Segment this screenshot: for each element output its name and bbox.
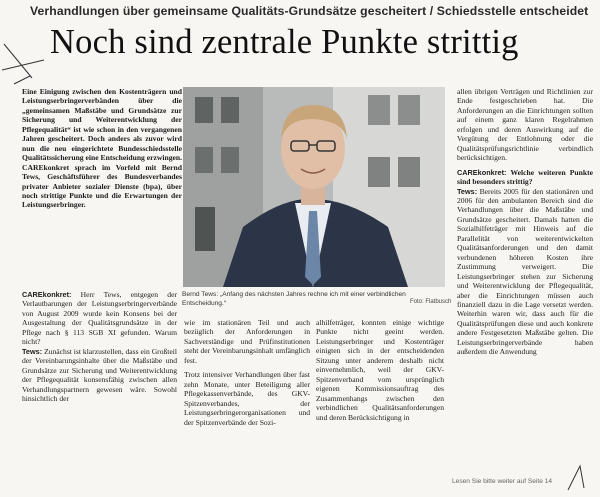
paragraph-text: wie im stationären Teil und auch bezüglich der Anforderungen in Sachverständige und Prüfinstitutionen steht der Vereinbarungsinhalt umfänglich fest. [184,318,310,365]
speaker-label: CAREkonkret: [457,167,507,177]
column-4 [457,87,593,357]
paragraph-text: Bereits 2005 für den stationären und 2006 für den ambulanten Bereich sind die Verhandlungen über die Maßstäbe und Grundsätze gescheitert. Damals hatten die Sozialhilfeträger mit Hinweis auf die Parallelität von weiterentwickelten Qualitätsanforderungen und den damit verbundenen höheren Kosten ihre Zustimmung verweigert. Die Leistungserbringer stehen zur Sicherung und Weiterentwicklung der Pflegequalität, aber die Einrichtungen müssen auch finanziell dazu in die Lage versetzt werden. Weiterhin waren wir, dass auch für die Qualitätsprüfungen diese und auch konkrete andere Festgesetzten Maßstäbe gelten. Die Leistungserbringerverbände haben außerdem die Anwendung [457,186,593,357]
paragraph [22,290,177,347]
speaker-label: CAREkonkret: [22,290,72,299]
paragraph [457,187,593,357]
paragraph-text: allen übrigen Verträgen und Richtlinien zur Ende festgeschrieben hat. Die Anforderungen an die Einrichtungen sollten auf einem ganz klaren Regelrahmen erfolgen und deren Auswirkung auf die Vergütung der Entlohnung oder die Qualitätsprüfungsrichtlinie verbindlich berücksichtigen. [457,87,593,163]
portrait-photo [183,87,445,287]
speaker-label: Tews: [22,346,43,356]
continued-note: Lesen Sie bitte weiter auf Seite 14 [452,478,553,485]
portrait-image [183,87,445,287]
photo-caption: Bernd Tews: „Anfang des nächsten Jahres rechne ich mit einer verbindlichen Entscheidung.“ [182,291,406,307]
paragraph-text: Zunächst ist klarzustellen, dass ein Großteil der Vereinbarungsinhalte über die Maßstäbe und Grundsätze zur Sicherung und Weiterentwicklung der Pflegequalität konsensfähig zwischen allen Verhandlungspartnern gewesen wäre. Sowohl hinsichtlich der [22,346,177,403]
corner-mark-icon [0,40,52,90]
kicker-line: Verhandlungen über gemeinsame Qualitäts-Grundsätze gescheitert / Schiedsstelle entscheidet [30,4,589,18]
page-title: Noch sind zentrale Punkte strittig [50,23,519,61]
corner-mark-icon [562,462,590,492]
column-3 [316,318,444,422]
paragraph [457,168,593,187]
lead-text: Eine Einigung zwischen den Kostenträgern und Leistungserbringerverbänden über die „gemeinsamen Maßstäbe und Grundsätze zur Sicherung und Weiterentwicklung der Pflegequalität“ ist wie schon in den vergangenen Jahren gescheitert. Doch anders als zuvor wird nun die neu eingerichtete Bundesschiedsstelle Qualitätssicherung eine Entscheidung erzwingen. CAREkonkret sprach im Vorfeld mit Bernd Tews, Geschäftsführer des Bundesverbandes privater Anbieter sozialer Dienste (bpa), über noch strittige Punkte und die Erwartungen der Leistungserbringer. [22,87,182,210]
paragraph [22,347,177,404]
paragraph-text: alhilfeträger, konnten einige wichtige Punkte nicht geeint werden. Leistungserbringer und Kostenträger einigten sich in der entscheidenden Sitzung unter anderem deshalb nicht einvernehmlich, weil der GKV-Spitzenverband vom ursprünglich eigenen Kommissionsauftrag des Zusammenhangs zwischen den verbindlichen Qualitätsanforderungen und deren Berücksichtigung in [316,318,444,422]
speaker-label: Tews: [457,186,478,196]
column-2 [184,318,310,427]
lead-paragraph [22,87,182,210]
photo-credit: Foto: Flatbusch [410,299,452,305]
paragraph [457,87,593,163]
column-1 [22,290,177,403]
paragraph-text: Herr Tews, entgegen der Verlautbarungen der Leistungserbringerverbände von August 2009 wurde kein Konsens bei der Ausgestaltung der Qualitätsgrundsätze in der Pflege nach § 113 SGB XI gefunden. Warum nicht? [22,290,177,347]
question-text: Welche weiteren Punkte sind besonders strittig? [457,167,593,187]
paragraph-text: Trotz intensiver Verhandlungen über fast zehn Monate, unter Beteiligung aller Pflegekassenverbände, des GKV-Spitzenverbandes, der Leistungserbringerorganisationen und der Spitzenverbände der Sozi- [184,370,310,427]
